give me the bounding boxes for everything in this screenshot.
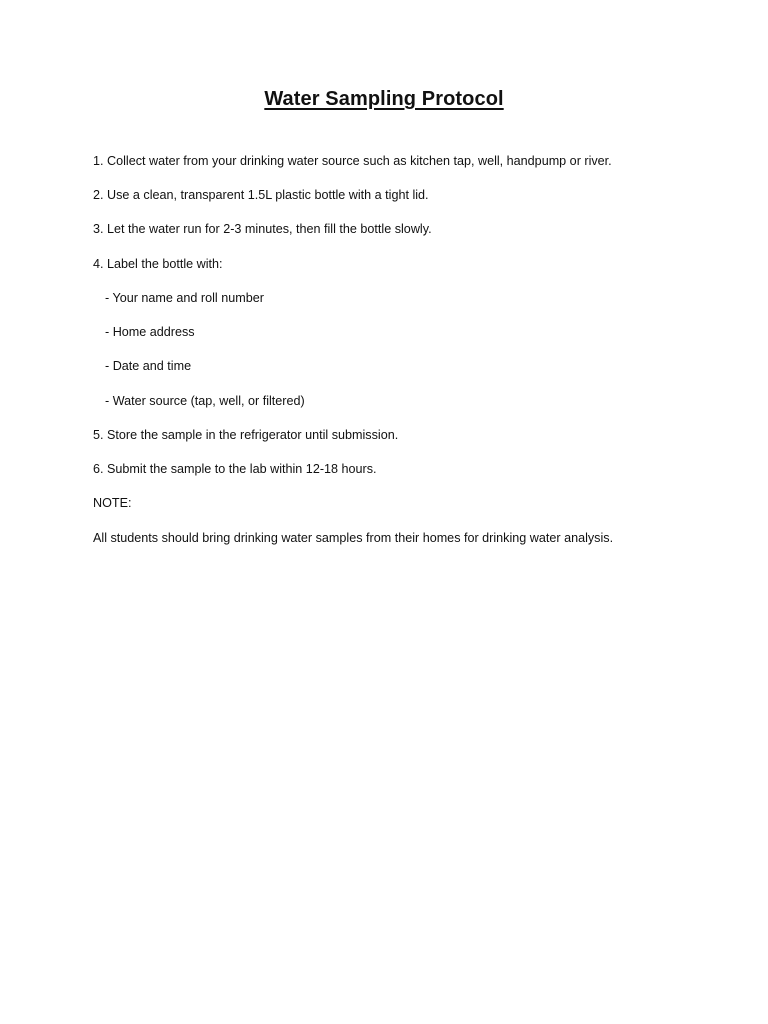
step-4-text: 4. Label the bottle with: <box>93 257 223 271</box>
label-item-address: - Home address <box>105 325 195 339</box>
step-6-text: 6. Submit the sample to the lab within 12-18 hours. <box>93 462 377 476</box>
label-item-source: - Water source (tap, well, or filtered) <box>105 394 305 408</box>
note-text: All students should bring drinking water samples from their homes for drinking water analysis. <box>93 531 614 545</box>
step-2-text: 2. Use a clean, transparent 1.5L plastic bottle with a tight lid. <box>93 188 429 202</box>
step-1-text: 1. Collect water from your drinking water source such as kitchen tap, well, handpump or river. <box>93 154 612 168</box>
document-title: Water Sampling Protocol <box>264 88 504 110</box>
label-item-datetime: - Date and time <box>105 359 192 373</box>
step-5-text: 5. Store the sample in the refrigerator until submission. <box>93 428 399 442</box>
label-item-name: - Your name and roll number <box>105 291 264 305</box>
step-3-text: 3. Let the water run for 2-3 minutes, then fill the bottle slowly. <box>93 222 432 236</box>
note-heading: NOTE: <box>93 496 132 510</box>
